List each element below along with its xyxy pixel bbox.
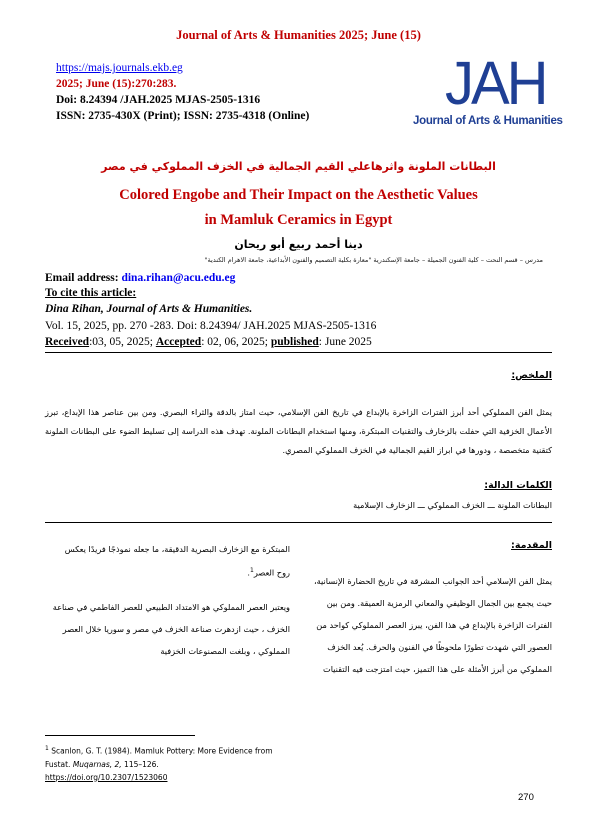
divider — [45, 522, 552, 523]
intro-right-column: يمثل الفن الإسلامي أحد الجوانب المشرقة في تاريخ الحضارة الإنسانية، حيث يجمع بين الجمال الوظيفي والمعاني الرمزية العميقة. ومن بين الفترات الزاخرة بالإبداع في هذا الفن، يبرز العصر المملوكي كواحد من العصور التي شهدت تطورًا ملحوظًا في الفنون والحرف. يُعد الخزف المملوكي من أبرز الأمثلة على هذا التميز، حيث امتزجت فيه التقنيات — [313, 576, 552, 674]
published-label: published — [270, 336, 319, 348]
journal-header: Journal of Arts & Humanities 2025; June (15) — [176, 28, 421, 42]
jah-logo-subtitle: Journal of Arts & Humanities — [413, 115, 563, 127]
received-label: Received — [45, 336, 90, 348]
footnote-divider — [45, 735, 195, 736]
footnote-marker: 1 — [45, 745, 49, 752]
divider — [45, 352, 552, 353]
jah-logo: JAH — [445, 49, 546, 118]
cite-heading: To cite this article: — [45, 287, 137, 299]
abstract-heading: الملخص: — [511, 370, 552, 381]
issue-pages: 2025; June (15):270:283. — [56, 78, 177, 90]
issn-line: ISSN: 2735-430X (Print); ISSN: 2735-4318 (Online) — [56, 110, 310, 122]
intro-left-paragraph1: المبتكرة مع الزخارف البصرية الدقيقة، ما جعله نموذجًا فريدًا يعكس روح العصر$^1$. — [64, 544, 290, 578]
accepted-label: Accepted — [155, 336, 202, 348]
footnote: $^1$ Scanlon, G. T. (1984). Mamluk Pottery: More Evidence from Fustat. Muqarnas, 2, 115–126. https://doi.org/10.2307/1523060 — [45, 742, 285, 784]
english-title-line1: Colored Engobe and Their Impact on the Aesthetic Values — [119, 187, 478, 203]
footnote-doi-link[interactable]: https://doi.org/10.2307/1523060 — [45, 772, 168, 782]
english-title-line2: in Mamluk Ceramics in Egypt — [204, 212, 393, 228]
accepted-date: : 02, 06, 2025; — [201, 336, 271, 348]
arabic-title: البطانات الملونة واثرهاعلي القيم الجمالية في الخزف المملوكي في مصر — [101, 160, 496, 173]
doi-line: Doi: 8.24394 /JAH.2025 MJAS-2505-1316 — [56, 94, 261, 106]
author-affiliation: مدرس – قسم النحت – كلية الفنون الجميلة – جامعة الإسكندرية "معارة بكلية التصميم والفنون الأبداعية، جامعة الاهرام الكندية" — [204, 256, 543, 264]
email-link[interactable]: dina.rihan@acu.edu.eg — [121, 272, 236, 284]
intro-left-column — [50, 538, 290, 674]
cite-line2: Vol. 15, 2025, pp. 270 -283. Doi: 8.24394/ JAH.2025 MJAS-2505-1316 — [45, 320, 377, 332]
intro-left-paragraph2: ويعتبر العصر المملوكي هو الامتداد الطبيعي للعصر الفاطمي في صناعة الخزف ، حيث ازدهرت صناعة الخزف في مصر و سوريا خلال العصر المملوكي ، وبلغت المصنوعات الخزفية — [52, 601, 290, 656]
received-date: :03, 05, 2025; — [89, 336, 156, 348]
journal-url-link[interactable]: https://majs.journals.ekb.eg — [56, 62, 183, 74]
article-meta — [56, 60, 309, 124]
abstract-text: يمثل الفن المملوكي أحد أبرز الفترات الزاخرة بالإبداع في تاريخ الفن الإسلامي، حيث امتاز بالدقة والثراء البصري. ومن بين عناصر هذا الإبداع، تبرز الأعمال الخزفية التي حفلت بالزخارف والتقنيات المبتكرة، ومنها استخدام البطانات الملونة. تهدف هذه الدراسة إلى تسليط الضوء على البطانات الملونة كتقنية متخصصة ، ودورها في ابراز القيم الجمالية في الخزف المملوكي المصري. — [45, 407, 552, 455]
footnote-ref[interactable]: 1 — [250, 567, 254, 574]
author-name: دينا أحمد ربيع أبو ريحان — [234, 238, 363, 251]
email-label: Email address: — [45, 272, 119, 284]
keywords-text: البطانات الملونة ـــ الخزف المملوكي ـــ الزخارف الإسلامية — [353, 500, 552, 510]
cite-line1: Dina Rihan, Journal of Arts & Humanities. — [45, 303, 253, 315]
keywords-heading: الكلمات الدالة: — [484, 480, 552, 491]
intro-heading: المقدمة: — [511, 540, 552, 551]
published-date: : June 2025 — [318, 336, 372, 348]
email-line — [45, 270, 235, 286]
dates-line — [45, 334, 372, 350]
page-number: 270 — [518, 792, 534, 803]
